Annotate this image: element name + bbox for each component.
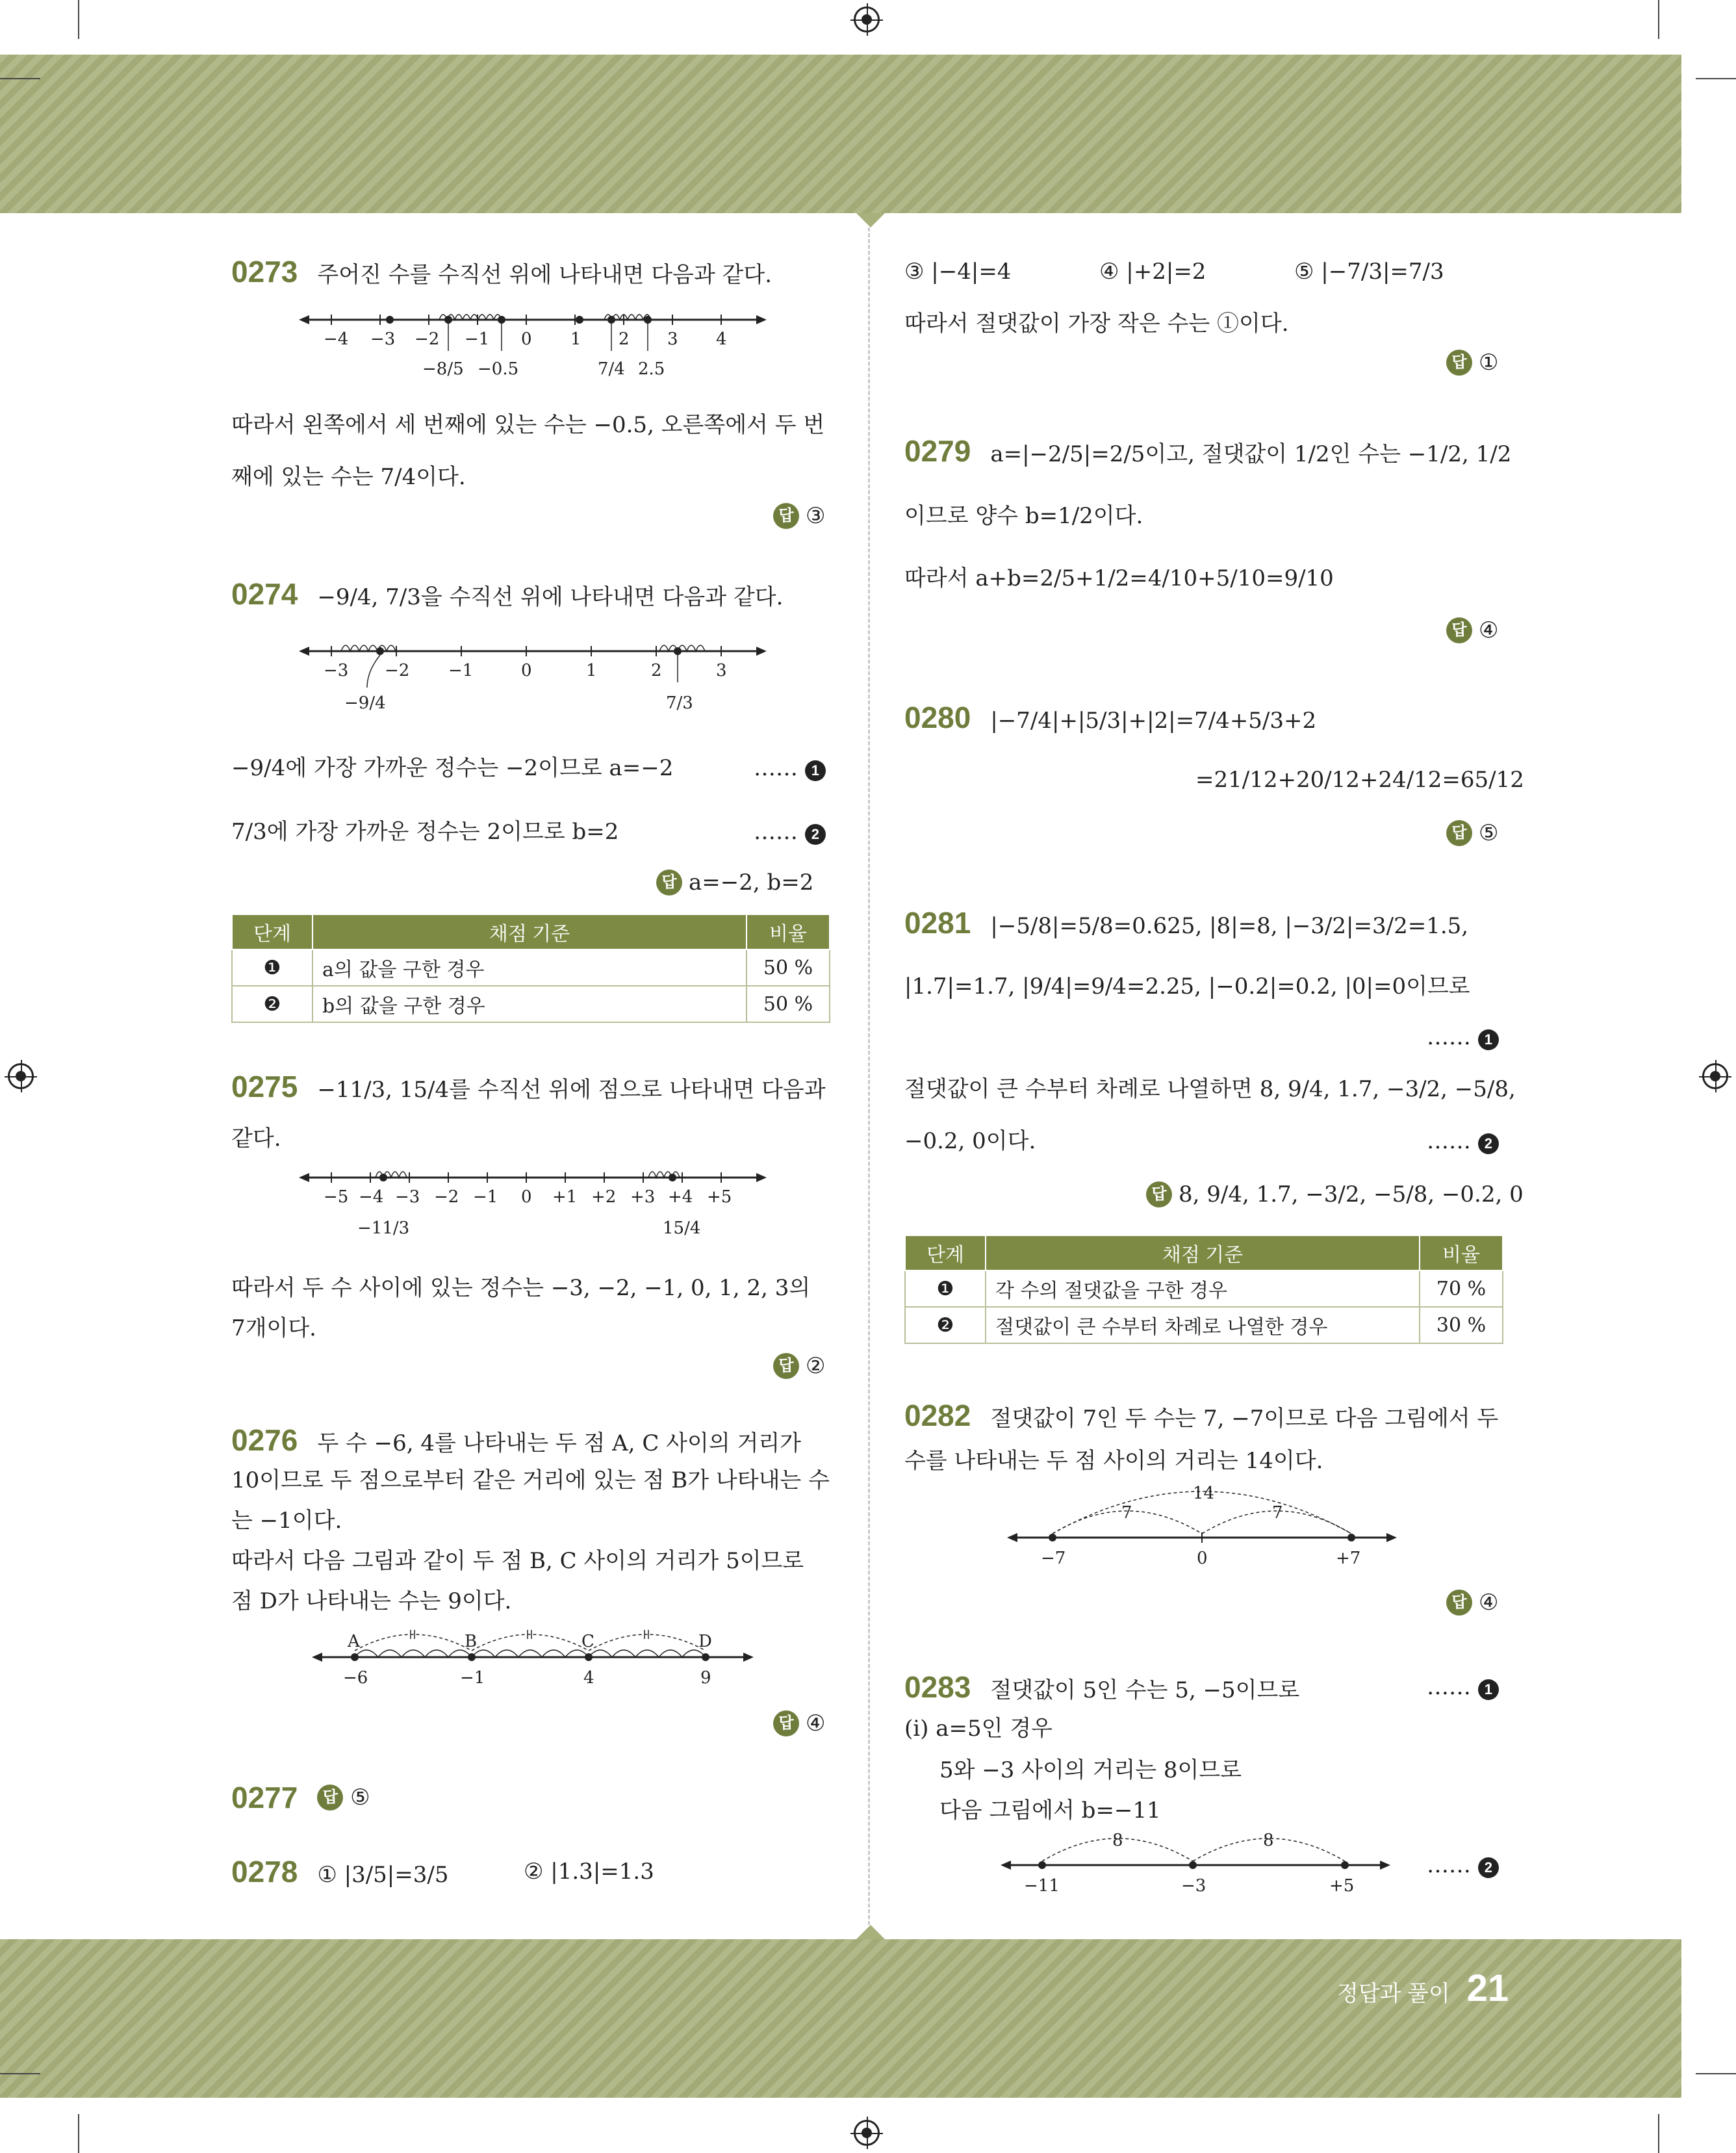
tick-label: −4 [324, 329, 349, 349]
grading-table-0281: 단계 채점 기준 비율 ❶ 각 수의 절댓값을 구한 경우 70 % ❷ 절댓값이 큰 수부터 차례로 나열한 경우 30 % [904, 1235, 1503, 1344]
tick-label: −1 [465, 329, 490, 349]
problem-number: 0274 [231, 577, 298, 611]
problem-0275-answer: 답 ② [773, 1353, 825, 1379]
problem-number: 0278 [231, 1855, 298, 1889]
tick-label: −6 [343, 1668, 368, 1688]
tick-label: −3 [370, 329, 396, 349]
distance-label: 8 [1263, 1833, 1274, 1850]
tick-label: −4 [359, 1187, 384, 1207]
tick-label: +7 [1336, 1549, 1361, 1568]
answer-badge: 답 [1446, 1590, 1472, 1616]
problem-0278-item4: ④ |+2|=2 [1099, 259, 1206, 285]
page-number: 21 [1466, 1967, 1509, 2009]
header-band [0, 55, 1681, 213]
problem-0283-line4: 다음 그림에서 b=−11 [939, 1798, 1161, 1824]
registration-mark-icon [854, 2120, 880, 2146]
tick-label: +1 [552, 1187, 578, 1207]
column-divider [868, 227, 870, 1925]
crop-mark [1658, 0, 1659, 39]
tick-label: −7 [1041, 1549, 1066, 1568]
tick-label: 9 [700, 1668, 711, 1688]
answer-badge: 답 [1446, 820, 1472, 846]
problem-0280-intro: 0280 |−7/4|+|5/3|+|2|=7/4+5/3+2 [904, 701, 1317, 734]
answer-badge: 답 [1446, 350, 1472, 376]
tick-label: +2 [591, 1187, 617, 1207]
tick-label: 1 [586, 661, 597, 680]
tick-label: 4 [583, 1668, 594, 1688]
crop-mark [78, 2114, 79, 2153]
step-marker: …… 1 [1427, 1022, 1499, 1053]
tick-label: −3 [395, 1187, 420, 1207]
problem-0281-intro: 0281 |−5/8|=5/8=0.625, |8|=8, |−3/2|=3/2=1.5, [904, 906, 1469, 940]
problem-0283-line3: 5와 −3 사이의 거리는 8이므로 [939, 1757, 1242, 1783]
point-label: −11/3 [357, 1218, 410, 1238]
crop-mark [1696, 78, 1736, 79]
problem-number: 0275 [231, 1070, 298, 1103]
number-line-0274 [299, 637, 767, 728]
top-notch [856, 213, 885, 227]
point-label: C [581, 1632, 594, 1651]
tick-label: −1 [448, 661, 474, 680]
problem-0276-line3: 는 −1이다. [231, 1508, 342, 1534]
tick-label: −2 [434, 1187, 459, 1207]
number-line-0283 [1001, 1833, 1390, 1904]
point-label: 7/3 [666, 693, 693, 713]
tick-label: 2 [619, 329, 630, 349]
problem-0279-line3: 따라서 a+b=2/5+1/2=4/10+5/10=9/10 [904, 565, 1334, 591]
tick-label: 0 [1197, 1549, 1208, 1568]
problem-0279-answer: 답 ④ [1446, 617, 1498, 643]
problem-0273-text2: 째에 있는 수는 7/4이다. [231, 464, 466, 490]
problem-0275-line2: 같다. [231, 1126, 281, 1152]
distance-label: 8 [1112, 1833, 1123, 1850]
problem-0274-answer: 답 a=−2, b=2 [656, 870, 813, 896]
tick-label: +5 [1329, 1876, 1355, 1896]
page-footer [1337, 1966, 1509, 2010]
step-2-icon: 2 [805, 824, 826, 845]
tick-label: +5 [707, 1187, 732, 1207]
problem-0278-text: 따라서 절댓값이 가장 작은 수는 ①이다. [904, 311, 1289, 337]
step-1-icon: 1 [1478, 1029, 1499, 1050]
footer-label: 정답과 풀이 [1337, 1981, 1450, 2006]
step-2-icon: 2 [1478, 1857, 1499, 1878]
grading-table-0274: 단계 채점 기준 비율 ❶ a의 값을 구한 경우 50 % ❷ b의 값을 구한 경우 50 % [231, 914, 830, 1023]
answer-badge: 답 [317, 1785, 343, 1811]
tick-label: −3 [324, 661, 349, 680]
bottom-notch [856, 1925, 885, 1939]
problem-0278-item2: ② |1.3|=1.3 [524, 1859, 654, 1885]
step-marker: …… 2 [1427, 1126, 1499, 1157]
problem-0283-intro: 0283 절댓값이 5인 수는 5, −5이므로 [904, 1670, 1300, 1704]
tick-label: +4 [668, 1187, 693, 1207]
step-marker: …… 1 [1427, 1671, 1499, 1703]
problem-0275-text2: 7개이다. [231, 1315, 316, 1341]
problem-0276-line5: 점 D가 나타내는 수는 9이다. [231, 1588, 512, 1614]
problem-0280-line2: =21/12+20/12+24/12=65/12 [1195, 767, 1524, 793]
problem-0281-answer: 답 8, 9/4, 1.7, −3/2, −5/8, −0.2, 0 [1146, 1181, 1524, 1207]
tick-label: 3 [667, 329, 678, 349]
point-label: −9/4 [344, 693, 386, 713]
problem-0275-intro: 0275 −11/3, 15/4를 수직선 위에 점으로 나타내면 다음과 [231, 1070, 826, 1103]
step-1-icon: 1 [805, 760, 826, 781]
problem-0280-answer: 답 ⑤ [1446, 820, 1498, 846]
problem-0281-line2: |1.7|=1.7, |9/4|=9/4=2.25, |−0.2|=0.2, |0|=0이므로 [904, 973, 1470, 999]
problem-0278-item3: ③ |−4|=4 [904, 259, 1012, 285]
distance-label: 14 [1193, 1484, 1215, 1503]
registration-mark-icon [1702, 1063, 1728, 1089]
point-label: B [465, 1632, 478, 1651]
problem-0279-line2: 이므로 양수 b=1/2이다. [904, 503, 1143, 529]
problem-0281-line3: 절댓값이 큰 수부터 차례로 나열하면 8, 9/4, 1.7, −3/2, −5/8, [904, 1076, 1516, 1102]
problem-0276-line2: 10이므로 두 점으로부터 같은 거리에 있는 점 B가 나타내는 수 [231, 1467, 830, 1493]
tick-label: 4 [716, 329, 727, 349]
problem-0273-text1: 따라서 왼쪽에서 세 번째에 있는 수는 −0.5, 오른쪽에서 두 번 [231, 412, 825, 438]
number-line-0282 [1007, 1482, 1397, 1573]
problem-0278-item5: ⑤ |−7/3|=7/3 [1294, 259, 1444, 285]
problem-0274-text1: −9/4에 가장 가까운 정수는 −2이므로 a=−2 [231, 755, 674, 781]
answer-badge: 답 [1146, 1181, 1172, 1207]
number-line-0275 [299, 1163, 767, 1254]
crop-mark [0, 78, 40, 79]
answer-badge: 답 [773, 1710, 799, 1736]
tick-label: 0 [521, 329, 532, 349]
tick-label: 2 [651, 661, 662, 680]
step-marker: …… 2 [1427, 1850, 1499, 1881]
tick-label: −5 [324, 1187, 349, 1207]
tick-label: −2 [415, 329, 440, 349]
step-marker: …… 1 [754, 753, 826, 784]
problem-0274-intro: 0274 −9/4, 7/3을 수직선 위에 나타내면 다음과 같다. [231, 577, 784, 611]
problem-0273-intro: 0273 주어진 수를 수직선 위에 나타내면 다음과 같다. [231, 255, 772, 289]
distance-label: 7 [1121, 1503, 1132, 1523]
registration-mark-icon [8, 1063, 34, 1089]
number-line-0273 [299, 305, 767, 396]
problem-0275-text1: 따라서 두 수 사이에 있는 정수는 −3, −2, −1, 0, 1, 2, 3의 [231, 1275, 811, 1301]
point-label: D [698, 1632, 712, 1651]
problem-number: 0273 [231, 255, 298, 289]
tick-label: 0 [521, 661, 532, 680]
table-row: ❷ 절댓값이 큰 수부터 차례로 나열한 경우 30 % [905, 1307, 1503, 1343]
answer-badge: 답 [1446, 617, 1472, 643]
distance-label: 7 [1272, 1503, 1283, 1523]
point-label: A [348, 1632, 360, 1651]
registration-mark-icon [854, 6, 880, 32]
problem-number: 0276 [231, 1423, 298, 1457]
tick-label: −2 [385, 661, 410, 680]
table-row: ❶ a의 값을 구한 경우 50 % [232, 949, 830, 986]
problem-number: 0282 [904, 1399, 971, 1432]
problem-number: 0279 [904, 434, 971, 468]
point-label: 2.5 [638, 359, 665, 379]
problem-0273-answer: 답 ③ [773, 503, 825, 529]
step-marker: …… 2 [754, 816, 826, 847]
crop-mark [78, 0, 79, 39]
problem-number: 0280 [904, 701, 971, 734]
crop-mark [0, 2073, 40, 2074]
tick-label: +3 [630, 1187, 656, 1207]
point-label: −8/5 [422, 359, 464, 379]
problem-0276-answer: 답 ④ [773, 1710, 825, 1736]
table-row: ❶ 각 수의 절댓값을 구한 경우 70 % [905, 1270, 1503, 1307]
problem-number: 0277 [231, 1781, 298, 1814]
problem-0276-line4: 따라서 다음 그림과 같이 두 점 B, C 사이의 거리가 5이므로 [231, 1548, 804, 1574]
problem-0274-text2: 7/3에 가장 가까운 정수는 2이므로 b=2 [231, 819, 619, 845]
tick-label: −3 [1181, 1876, 1206, 1896]
crop-mark [1658, 2114, 1659, 2153]
tick-label: −1 [460, 1668, 485, 1688]
problem-number: 0283 [904, 1670, 971, 1704]
point-label: 7/4 [598, 359, 625, 379]
tick-label: 1 [570, 329, 581, 349]
answer-badge: 답 [656, 870, 682, 896]
crop-mark [1696, 2073, 1736, 2074]
problem-0283-line2: (i) a=5인 경우 [904, 1716, 1053, 1742]
point-label: −0.5 [478, 359, 519, 379]
problem-0282-line2: 수를 나타내는 두 점 사이의 거리는 14이다. [904, 1448, 1323, 1474]
tick-label: 3 [716, 661, 727, 680]
problem-0278-intro: 0278 ① |3/5|=3/5 [231, 1855, 449, 1889]
problem-0276-intro: 0276 두 수 −6, 4를 나타내는 두 점 A, C 사이의 거리가 [231, 1423, 802, 1457]
problem-number: 0281 [904, 906, 971, 940]
answer-badge: 답 [773, 1353, 799, 1379]
tick-label: −1 [473, 1187, 498, 1207]
problem-0281-line4: −0.2, 0이다. [904, 1128, 1036, 1154]
problem-0279-intro: 0279 a=|−2/5|=2/5이고, 절댓값이 1/2인 수는 −1/2, 1/2 [904, 434, 1512, 468]
number-line-0276 [312, 1625, 754, 1696]
tick-label: 0 [521, 1187, 532, 1207]
problem-0282-intro: 0282 절댓값이 7인 두 수는 7, −7이므로 다음 그림에서 두 [904, 1399, 1499, 1432]
problem-0278-answer: 답 ① [1446, 350, 1498, 376]
problem-0277: 0277 답 ⑤ [231, 1781, 370, 1814]
step-1-icon: 1 [1478, 1679, 1499, 1700]
footer-band [0, 1939, 1681, 2098]
step-2-icon: 2 [1478, 1133, 1499, 1154]
tick-label: −11 [1024, 1876, 1060, 1896]
table-row: ❷ b의 값을 구한 경우 50 % [232, 986, 830, 1022]
answer-badge: 답 [773, 503, 799, 529]
point-label: 15/4 [663, 1218, 701, 1238]
problem-0282-answer: 답 ④ [1446, 1590, 1498, 1616]
